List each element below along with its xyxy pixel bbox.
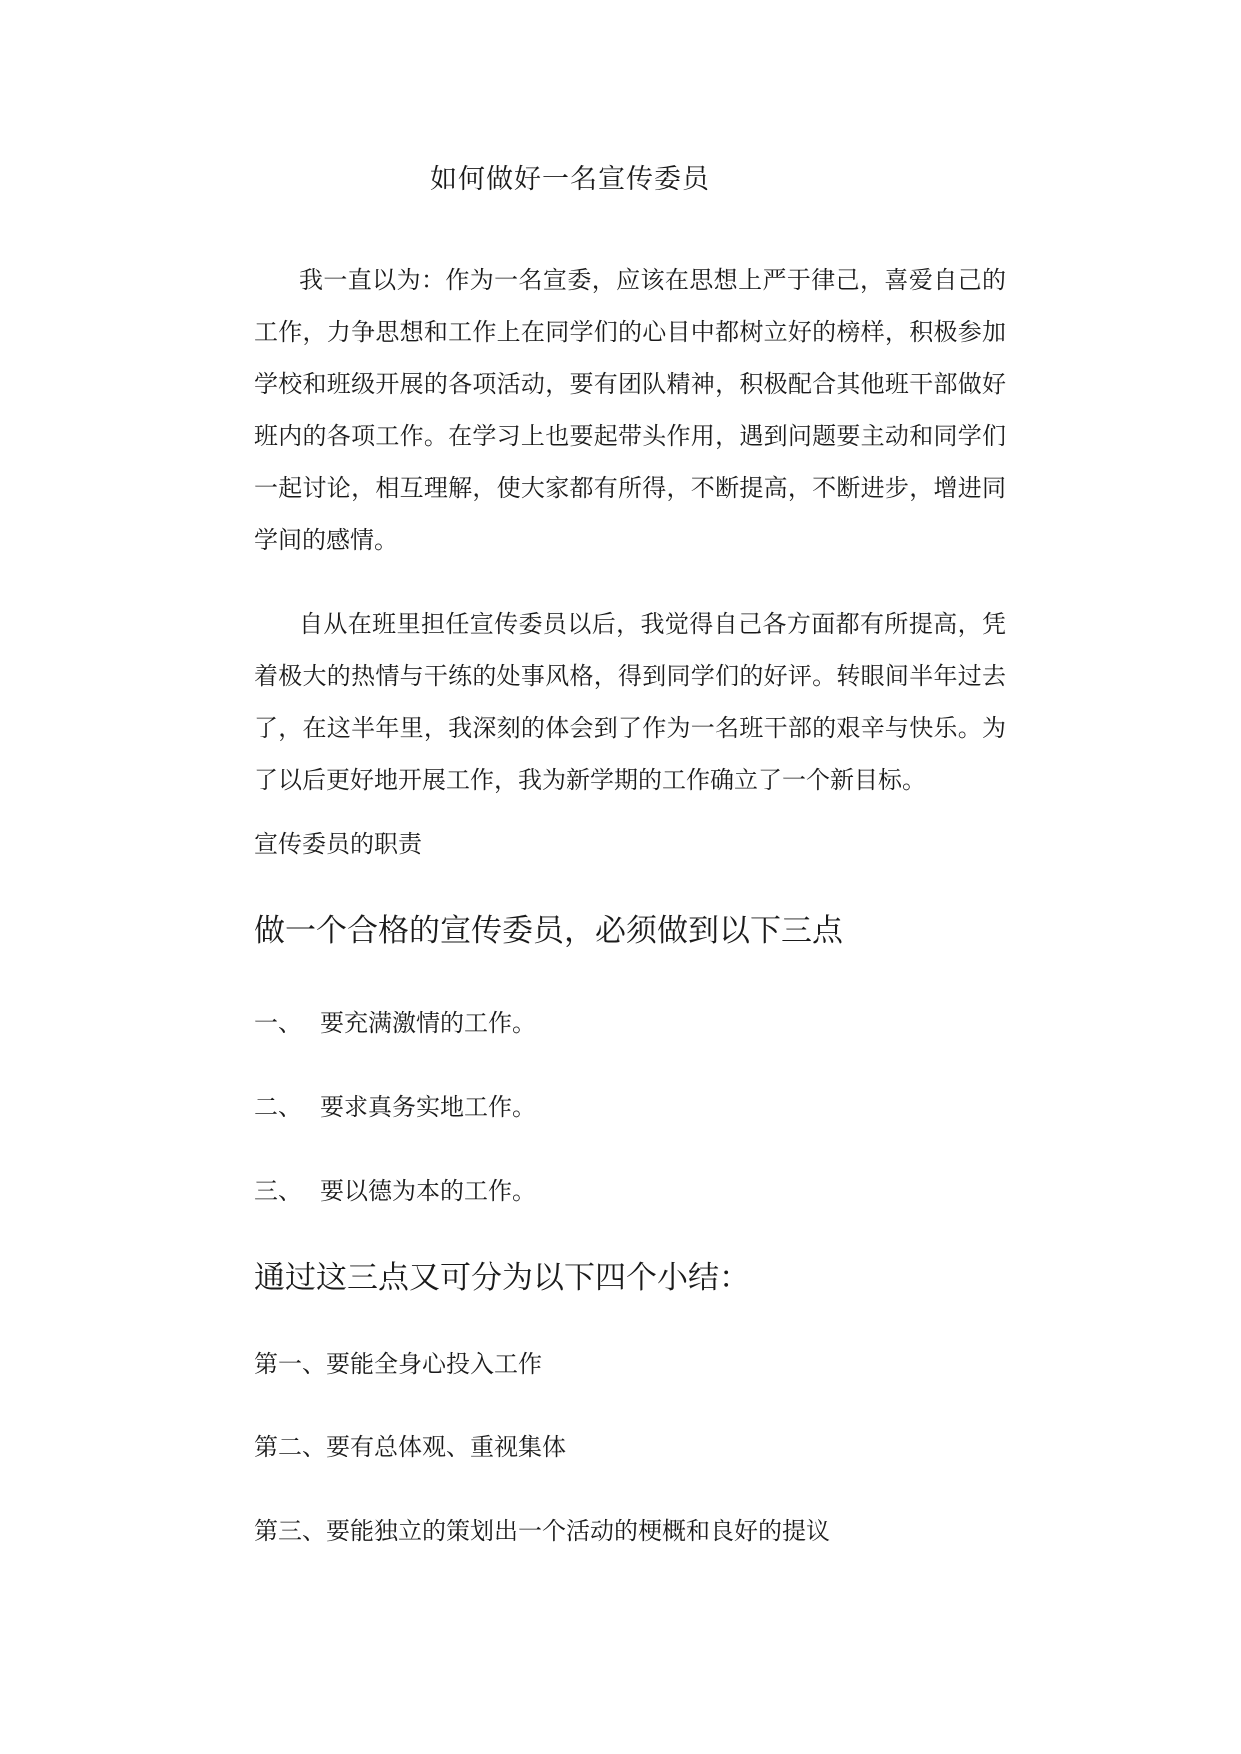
list-item	[254, 1090, 536, 1124]
list-item-number: 三、	[254, 1177, 302, 1205]
summary-item: 第三、要能独立的策划出一个活动的梗概和良好的提议	[254, 1517, 830, 1545]
paragraph-intro: 我一直以为：作为一名宣委，应该在思想上严于律己，喜爱自己的工作，力争思想和工作上在同学们的心目中都树立好的榜样，积极参加学校和班级开展的各项活动，要有团队精神，积极配合其他班干部做好班内的各项工作。在学习上也要起带头作用，遇到问题要主动和同学们一起讨论，相互理解，使大家都有所得，不断提高，不断进步，增进同学间的感情。	[254, 266, 1006, 554]
list-item-text: 要充满激情的工作。	[320, 1009, 536, 1037]
summary-item: 第一、要能全身心投入工作	[254, 1350, 542, 1378]
list-item-number: 一、	[254, 1009, 302, 1037]
heading-four-summaries: 通过这三点又可分为以下四个小结：	[254, 1260, 750, 1296]
list-item-number: 二、	[254, 1093, 302, 1121]
section-heading-duties: 宣传委员的职责	[254, 830, 422, 858]
paragraph-experience: 自从在班里担任宣传委员以后，我觉得自己各方面都有所提高，凭着极大的热情与干练的处事风格，得到同学们的好评。转眼间半年过去了，在这半年里，我深刻的体会到了作为一名班干部的艰辛与快乐。为了以后更好地开展工作，我为新学期的工作确立了一个新目标。	[254, 610, 1006, 794]
document-title: 如何做好一名宣传委员	[430, 164, 710, 195]
summary-item: 第二、要有总体观、重视集体	[254, 1433, 566, 1461]
list-item-text: 要以德为本的工作。	[320, 1177, 536, 1205]
heading-three-points: 做一个合格的宣传委员，必须做到以下三点	[254, 913, 843, 949]
list-item-text: 要求真务实地工作。	[320, 1093, 536, 1121]
list-item	[254, 1006, 536, 1040]
list-item	[254, 1174, 536, 1208]
